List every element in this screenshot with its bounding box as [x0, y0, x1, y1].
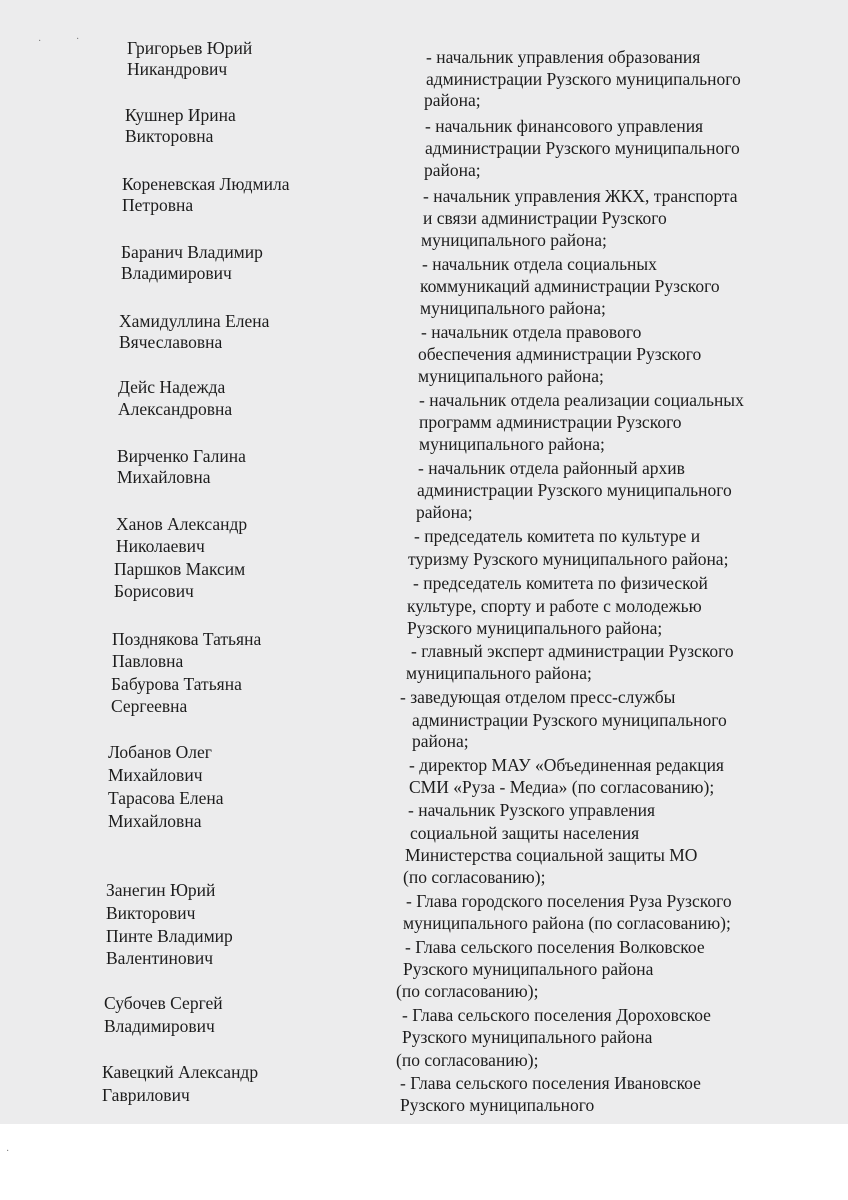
position-text: администрации Рузского муниципального [417, 480, 732, 500]
person-name: Бабурова Татьяна [111, 674, 242, 694]
scan-speck: · [38, 36, 42, 47]
scan-speck: · [6, 1146, 10, 1157]
position-text: - Глава сельского поселения Ивановское [400, 1073, 701, 1093]
position-text: муниципального района; [406, 663, 592, 683]
position-text: - начальник Рузского управления [408, 800, 656, 820]
person-name: Владимирович [121, 263, 232, 283]
position-text: Рузского муниципального района [402, 1027, 653, 1047]
position-text: администрации Рузского муниципального [426, 69, 741, 89]
person-name: Сергеевна [111, 696, 188, 716]
position-text: - директор МАУ «Объединенная редакция [409, 755, 724, 775]
position-text: муниципального района; [421, 230, 607, 250]
position-text: - Глава городского поселения Руза Рузского [406, 891, 732, 911]
person-name: Пинте Владимир [106, 926, 233, 946]
person-name: Викторовна [125, 126, 214, 146]
position-text: района; [424, 90, 481, 110]
person-name: Лобанов Олег [108, 742, 212, 762]
person-name: Кушнер Ирина [125, 105, 236, 125]
position-text: коммуникаций администрации Рузского [420, 276, 720, 296]
position-text: администрации Рузского муниципального [425, 138, 740, 158]
position-text: - начальник отдела социальных [422, 254, 657, 274]
person-name: Дейс Надежда [118, 377, 226, 397]
position-text: - начальник отдела реализации социальных [419, 390, 744, 410]
person-name: Вирченко Галина [117, 446, 246, 466]
position-text: - Глава сельского поселения Дороховское [402, 1005, 711, 1025]
person-name: Гаврилович [102, 1085, 190, 1105]
person-name: Баранич Владимир [121, 242, 263, 262]
position-text: - главный эксперт администрации Рузского [411, 641, 734, 661]
position-text: администрации Рузского муниципального [412, 710, 727, 730]
position-text: - заведующая отделом пресс-службы [400, 687, 676, 707]
person-name: Вячеславовна [119, 332, 223, 352]
position-text: муниципального района (по согласованию); [403, 913, 731, 933]
person-name: Никандрович [127, 59, 228, 79]
position-text: (по согласованию); [403, 867, 546, 887]
position-text: туризму Рузского муниципального района; [408, 549, 729, 569]
person-name: Кореневская Людмила [122, 174, 290, 194]
position-text: района; [424, 160, 481, 180]
person-name: Григорьев Юрий [127, 38, 253, 58]
position-text: Министерства социальной защиты МО [405, 845, 698, 865]
person-name: Тарасова Елена [108, 788, 224, 808]
position-text: - председатель комитета по культуре и [414, 526, 701, 546]
position-text: муниципального района; [419, 434, 605, 454]
person-name: Кавецкий Александр [102, 1062, 259, 1082]
position-text: социальной защиты населения [410, 823, 640, 843]
person-name: Михайловна [108, 811, 202, 831]
person-name: Павловна [112, 651, 184, 671]
position-text: и связи администрации Рузского [423, 208, 667, 228]
person-name: Ханов Александр [116, 514, 248, 534]
person-name: Валентинович [106, 948, 214, 968]
position-text: муниципального района; [418, 366, 604, 386]
position-text: Рузского муниципального района; [407, 618, 663, 638]
position-text: - начальник финансового управления [425, 116, 704, 136]
position-text: (по согласованию); [396, 1050, 539, 1070]
person-name: Михайлович [108, 765, 203, 785]
person-name: Субочев Сергей [104, 993, 223, 1013]
position-text: программ администрации Рузского [419, 412, 682, 432]
scan-speck: · [76, 34, 80, 45]
person-name: Михайловна [117, 467, 211, 487]
position-text: культуре, спорту и работе с молодежью [407, 596, 702, 616]
position-text: - начальник отдела правового [421, 322, 642, 342]
person-name: Позднякова Татьяна [112, 629, 262, 649]
position-text: - начальник управления ЖКХ, транспорта [423, 186, 738, 206]
position-text: района; [412, 731, 469, 751]
person-name: Александровна [118, 399, 233, 419]
person-name: Викторович [106, 903, 196, 923]
person-name: Борисович [114, 581, 194, 601]
position-text: СМИ «Руза - Медиа» (по согласованию); [409, 777, 715, 797]
position-text: обеспечения администрации Рузского [418, 344, 702, 364]
position-text: - начальник отдела районный архив [418, 458, 685, 478]
person-name: Николаевич [116, 536, 205, 556]
person-name: Хамидуллина Елена [119, 311, 270, 331]
position-text: (по согласованию); [396, 981, 539, 1001]
person-name: Занегин Юрий [106, 880, 216, 900]
person-name: Владимирович [104, 1016, 215, 1036]
person-name: Петровна [122, 195, 194, 215]
position-text: Рузского муниципального района [403, 959, 654, 979]
position-text: Рузского муниципального [400, 1095, 595, 1115]
position-text: муниципального района; [420, 298, 606, 318]
position-text: - начальник управления образования [426, 47, 701, 67]
position-text: района; [416, 502, 473, 522]
person-name: Паршков Максим [114, 559, 246, 579]
position-text: - Глава сельского поселения Волковское [405, 937, 705, 957]
position-text: - председатель комитета по физической [413, 573, 708, 593]
